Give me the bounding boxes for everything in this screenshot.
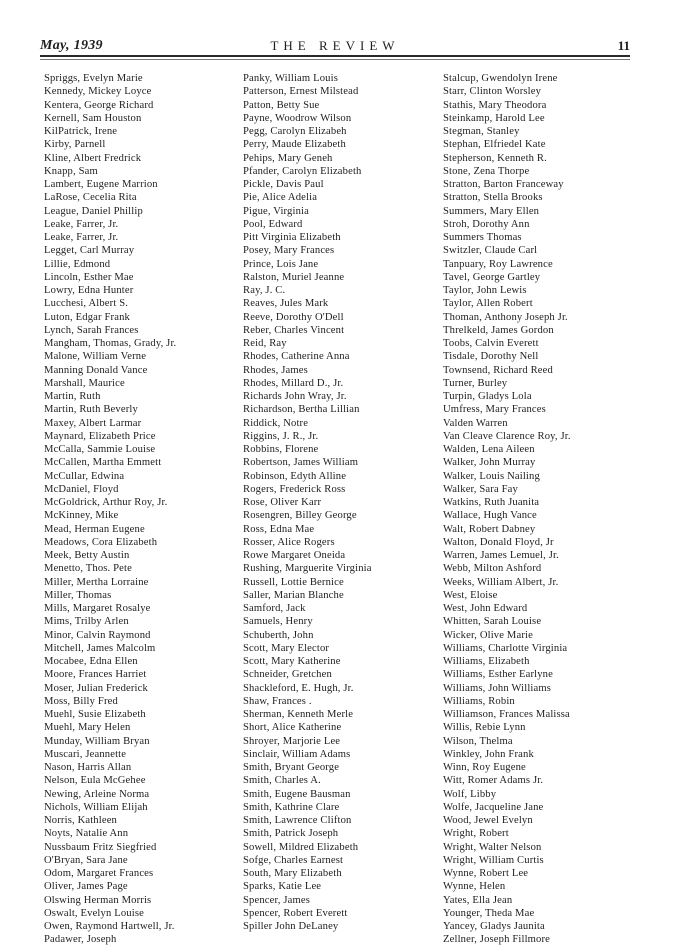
name-entry: McKinney, Mike xyxy=(44,510,119,522)
name-entry: Richards John Wray, Jr. xyxy=(243,391,347,402)
name-entry: Reeve, Dorothy O'Dell xyxy=(243,311,344,323)
name-entry: Kentera, George Richard xyxy=(44,99,154,111)
name-entry: Oswalt, Evelyn Louise xyxy=(44,907,144,919)
name-entry: KilPatrick, Irene xyxy=(44,126,118,137)
name-entry: Muehl, Mary Helen xyxy=(44,722,131,734)
name-entry: Maynard, Elizabeth Price xyxy=(44,430,156,442)
name-entry: Wilson, Thelma xyxy=(443,735,513,747)
name-entry: Wolfe, Jacqueline Jane xyxy=(443,801,544,813)
name-entry: Mims, Trilby Arlen xyxy=(44,616,129,628)
name-entry: Stephan, Elfriedel Kate xyxy=(443,139,546,151)
name-entry: Nussbaum Fritz Siegfried xyxy=(44,841,157,853)
name-entry: Pie, Alice Adelia xyxy=(243,192,318,204)
name-entry: Meek, Betty Austin xyxy=(44,550,130,561)
name-entry: Kennedy, Mickey Loyce xyxy=(44,86,152,98)
name-entry: Smith, Eugene Bausman xyxy=(243,788,351,800)
name-entry: Williams, Esther Earlyne xyxy=(443,669,553,681)
name-entry: Yates, Ella Jean xyxy=(443,894,513,906)
name-entry: Weeks, William Albert, Jr. xyxy=(443,576,559,588)
name-entry: Short, Alice Katherine xyxy=(243,722,342,734)
name-entry: Owen, Raymond Hartwell, Jr. xyxy=(44,921,175,932)
name-entry: Threlkeld, James Gordon xyxy=(443,324,554,336)
name-entry: Leake, Farrer, Jr. xyxy=(44,232,119,243)
name-entry: Oliver, James Page xyxy=(44,881,128,893)
name-entry: Winkley, John Frank xyxy=(443,748,534,760)
name-entry: Van Cleave Clarence Roy, Jr. xyxy=(443,430,571,442)
name-entry: Malone, William Verne xyxy=(44,351,147,363)
name-entry: McCullar, Edwina xyxy=(44,470,125,482)
name-entry: Steinkamp, Harold Lee xyxy=(443,112,545,124)
name-entry: Nason, Harris Allan xyxy=(44,762,132,773)
name-entry: Rosser, Alice Rogers xyxy=(243,536,335,548)
name-entry: Rushing, Marguerite Virginia xyxy=(243,563,372,575)
name-entry: Wright, Walter Nelson xyxy=(443,841,542,853)
name-entry: Stalcup, Gwendolyn Irene xyxy=(443,73,558,84)
name-entry: Norris, Kathleen xyxy=(44,815,118,826)
name-entry: Manning Donald Vance xyxy=(44,364,148,376)
name-entry: Smith, Charles A. xyxy=(243,775,321,787)
name-entry: Saller, Marian Blanche xyxy=(243,589,344,601)
name-entry: Scott, Mary Katherine xyxy=(243,656,341,667)
name-entry: Shroyer, Marjorie Lee xyxy=(243,735,341,747)
name-entry: Samford, Jack xyxy=(243,603,306,614)
name-entry: Walker, Louis Nailing xyxy=(443,470,540,482)
page-number: 11 xyxy=(617,38,630,53)
name-entry: Turner, Burley xyxy=(443,377,508,389)
name-entry: Meadows, Cora Elizabeth xyxy=(44,536,158,548)
name-entry: Sinclair, William Adams xyxy=(243,748,351,760)
name-entry: Walker, John Murray xyxy=(443,457,536,469)
name-entry: Townsend, Richard Reed xyxy=(443,364,553,376)
name-entry: Reber, Charles Vincent xyxy=(243,324,345,336)
name-entry: Knapp, Sam xyxy=(44,165,98,177)
page-header xyxy=(40,38,630,56)
name-entry: Spencer, James xyxy=(243,894,310,906)
name-entry: McCallen, Martha Emmett xyxy=(44,457,162,469)
name-entry: Wallace, Hugh Vance xyxy=(443,510,537,522)
name-entry: Williams, Robin xyxy=(443,695,515,707)
name-entry: Walton, Donald Floyd, Jr xyxy=(443,536,554,548)
name-entry: Ray, J. C. xyxy=(243,285,286,296)
name-entry: Turpin, Gladys Lola xyxy=(443,391,532,402)
name-entry: Muscari, Jeannette xyxy=(44,748,127,760)
name-entry: Summers Thomas xyxy=(443,232,522,243)
name-entry: Shaw, Frances . xyxy=(243,695,312,707)
name-entry: Starr, Clinton Worsley xyxy=(443,86,542,98)
name-entry: Wright, Robert xyxy=(443,828,509,840)
name-entry: Williams, John Williams xyxy=(443,682,552,694)
name-entry: Nelson, Eula McGehee xyxy=(44,775,146,787)
name-entry: Nichols, William Elijah xyxy=(44,801,148,813)
name-entry: Lowry, Edna Hunter xyxy=(44,285,134,296)
name-entry: Stegman, Stanley xyxy=(443,126,520,137)
name-entry: Ralston, Muriel Jeanne xyxy=(243,271,345,283)
name-entry: Schneider, Gretchen xyxy=(243,669,332,681)
name-entry: Moser, Julian Frederick xyxy=(44,682,148,694)
name-entry: Moss, Billy Fred xyxy=(44,695,118,707)
name-entry: Watkins, Ruth Juanita xyxy=(443,497,540,508)
name-entry: Martin, Ruth Beverly xyxy=(44,404,138,416)
issue-date: May, 1939 xyxy=(40,38,103,53)
name-entry: Luton, Edgar Frank xyxy=(44,311,130,323)
name-entry: Robbins, Florene xyxy=(243,444,319,455)
name-entry: Richardson, Bertha Lillian xyxy=(243,404,360,416)
name-entry: Pitt Virginia Elizabeth xyxy=(243,232,341,243)
name-entry: Kernell, Sam Houston xyxy=(44,112,142,124)
name-entry: Rogers, Frederick Ross xyxy=(243,483,346,495)
name-entry: Umfress, Mary Frances xyxy=(443,404,546,416)
name-entry: Switzler, Claude Carl xyxy=(443,245,538,257)
name-column-2 xyxy=(243,72,372,933)
name-entry: Shackleford, E. Hugh, Jr. xyxy=(243,682,354,694)
name-column-1 xyxy=(44,72,176,947)
name-entry: Sparks, Katie Lee xyxy=(243,881,322,893)
name-entry: Munday, William Bryan xyxy=(44,735,150,747)
name-entry: Walt, Robert Dabney xyxy=(443,523,536,535)
name-entry: Pfander, Carolyn Elizabeth xyxy=(243,165,362,177)
name-entry: Menetto, Thos. Pete xyxy=(44,563,132,575)
name-entry: Toobs, Calvin Everett xyxy=(443,338,539,349)
name-entry: Riddick, Notre xyxy=(243,417,309,429)
name-entry: Walden, Lena Aileen xyxy=(443,444,535,455)
name-entry: Winn, Roy Eugene xyxy=(443,762,526,773)
name-entry: McDaniel, Floyd xyxy=(44,483,119,495)
name-entry: Riggins, J. R., Jr. xyxy=(243,430,319,442)
name-entry: Smith, Patrick Joseph xyxy=(243,828,339,840)
name-entry: Lucchesi, Albert S. xyxy=(44,298,129,310)
name-entry: Reaves, Jules Mark xyxy=(243,298,329,310)
name-entry: Mitchell, James Malcolm xyxy=(44,642,156,654)
header-rule-thin xyxy=(40,59,630,60)
name-entry: Webb, Milton Ashford xyxy=(443,563,542,575)
name-entry: Yancey, Gladys Jaunita xyxy=(443,921,545,932)
name-entry: Kline, Albert Fredrick xyxy=(44,152,142,164)
name-entry: Valden Warren xyxy=(443,417,508,429)
name-entry: McGoldrick, Arthur Roy, Jr. xyxy=(44,497,168,508)
name-entry: Spriggs, Evelyn Marie xyxy=(44,73,143,84)
name-entry: Mangham, Thomas, Grady, Jr. xyxy=(44,338,177,349)
name-entry: Lincoln, Esther Mae xyxy=(44,271,134,283)
name-entry: Wynne, Robert Lee xyxy=(443,868,529,879)
name-entry: McCalla, Sammie Louise xyxy=(44,444,156,455)
name-entry: Mead, Herman Eugene xyxy=(44,523,145,535)
header-rule xyxy=(40,55,630,57)
name-entry: Marshall, Maurice xyxy=(44,377,125,389)
name-entry: Rowe Margaret Oneida xyxy=(243,550,346,561)
name-entry: Robinson, Edyth Alline xyxy=(243,470,347,482)
name-entry: Younger, Theda Mae xyxy=(443,907,535,919)
name-entry: Wright, William Curtis xyxy=(443,854,544,866)
name-entry: Smith, Bryant George xyxy=(243,762,340,773)
name-entry: South, Mary Elizabeth xyxy=(243,868,342,879)
name-entry: Newing, Arleine Norma xyxy=(44,788,150,800)
name-entry: Stroh, Dorothy Ann xyxy=(443,218,530,230)
name-entry: Warren, James Lemuel, Jr. xyxy=(443,550,559,561)
name-entry: Reid, Ray xyxy=(243,338,287,349)
name-entry: Patton, Betty Sue xyxy=(243,99,320,111)
name-entry: Thoman, Anthony Joseph Jr. xyxy=(443,311,568,323)
name-entry: Miller, Mertha Lorraine xyxy=(44,576,149,588)
name-entry: Whitten, Sarah Louise xyxy=(443,616,542,628)
name-entry: Legget, Carl Murray xyxy=(44,245,135,257)
name-entry: Miller, Thomas xyxy=(44,589,112,601)
name-entry: Rhodes, Catherine Anna xyxy=(243,351,350,363)
name-entry: O'Bryan, Sara Jane xyxy=(44,854,128,866)
name-entry: Payne, Woodrow Wilson xyxy=(243,112,352,124)
name-entry: Mocabee, Edna Ellen xyxy=(44,656,138,667)
name-entry: Moore, Frances Harriet xyxy=(44,669,147,681)
name-entry: Lillie, Edmond xyxy=(44,258,111,270)
name-entry: Williams, Charlotte Virginia xyxy=(443,642,568,654)
name-entry: West, John Edward xyxy=(443,603,528,614)
name-entry: Martin, Ruth xyxy=(44,391,101,402)
name-entry: Pickle, Davis Paul xyxy=(243,179,324,190)
name-entry: Sofge, Charles Earnest xyxy=(243,854,344,866)
name-entry: Patterson, Ernest Milstead xyxy=(243,86,359,98)
name-entry: Witt, Romer Adams Jr. xyxy=(443,775,544,787)
name-entry: Robertson, James William xyxy=(243,457,359,469)
name-entry: Rhodes, Millard D., Jr. xyxy=(243,377,344,389)
name-entry: Sowell, Mildred Elizabeth xyxy=(243,841,359,853)
name-entry: Prince, Lois Jane xyxy=(243,258,319,270)
name-entry: Walker, Sara Fay xyxy=(443,483,518,495)
name-entry: Stathis, Mary Theodora xyxy=(443,99,547,111)
name-entry: Posey, Mary Frances xyxy=(243,245,335,257)
name-entry: Sherman, Kenneth Merle xyxy=(243,709,354,720)
name-entry: Odom, Margaret Frances xyxy=(44,868,154,879)
name-entry: Muehl, Susie Elizabeth xyxy=(44,709,146,720)
name-entry: Stepherson, Kenneth R. xyxy=(443,152,547,164)
name-entry: Padawer, Joseph xyxy=(44,934,117,946)
name-entry: Pool, Edward xyxy=(243,218,303,230)
name-entry: Kirby, Parnell xyxy=(44,139,106,151)
name-entry: Wynne, Helen xyxy=(443,881,506,893)
name-entry: West, Eloise xyxy=(443,589,498,601)
name-entry: League, Daniel Phillip xyxy=(44,205,143,217)
name-entry: Lambert, Eugene Marrion xyxy=(44,179,158,190)
name-entry: Lynch, Sarah Frances xyxy=(44,324,139,336)
name-entry: Maxey, Albert Larmar xyxy=(44,417,142,429)
name-entry: Schuberth, John xyxy=(243,629,314,641)
name-entry: Willis, Rebie Lynn xyxy=(443,722,526,734)
name-entry: Tisdale, Dorothy Nell xyxy=(443,351,539,363)
name-entry: Stone, Zena Thorpe xyxy=(443,165,530,177)
name-entry: Ross, Edna Mae xyxy=(243,523,315,535)
name-entry: Wicker, Olive Marie xyxy=(443,629,533,641)
name-entry: Stratton, Barton Franceway xyxy=(443,179,564,190)
name-entry: LaRose, Cecelia Rita xyxy=(44,192,137,204)
name-entry: Williamson, Frances Malissa xyxy=(443,709,570,720)
name-entry: Pehips, Mary Geneh xyxy=(243,152,333,164)
name-entry: Tanpuary, Roy Lawrence xyxy=(443,258,553,270)
name-entry: Panky, William Louis xyxy=(243,73,338,84)
name-entry: Spencer, Robert Everett xyxy=(243,907,348,919)
name-list-columns xyxy=(44,72,644,946)
name-entry: Olswing Herman Morris xyxy=(44,894,152,906)
name-entry: Taylor, John Lewis xyxy=(443,285,527,296)
name-column-3 xyxy=(443,72,571,947)
name-entry: Pegg, Carolyn Elizabeh xyxy=(243,126,347,137)
name-entry: Tavel, George Gartley xyxy=(443,271,541,283)
name-entry: Pigue, Virginia xyxy=(243,205,309,217)
name-entry: Russell, Lottie Bernice xyxy=(243,576,344,588)
name-entry: Perry, Maude Elizabeth xyxy=(243,139,346,151)
name-entry: Summers, Mary Ellen xyxy=(443,205,540,217)
name-entry: Noyts, Natalie Ann xyxy=(44,828,129,840)
name-entry: Rosengren, Billey George xyxy=(243,510,357,522)
name-entry: Smith, Lawrence Clifton xyxy=(243,815,352,826)
name-entry: Mills, Margaret Rosalye xyxy=(44,603,151,614)
name-entry: Taylor, Allen Robert xyxy=(443,298,533,310)
publication-title: THE REVIEW xyxy=(270,38,400,53)
name-entry: Williams, Elizabeth xyxy=(443,656,530,667)
name-entry: Rhodes, James xyxy=(243,364,308,376)
name-entry: Spiller John DeLaney xyxy=(243,921,339,932)
name-entry: Wolf, Libby xyxy=(443,788,497,800)
name-entry: Rose, Oliver Karr xyxy=(243,497,322,508)
name-entry: Wood, Jewel Evelyn xyxy=(443,815,533,826)
name-entry: Stratton, Stella Brooks xyxy=(443,192,543,204)
name-entry: Samuels, Henry xyxy=(243,616,313,628)
name-entry: Leake, Farrer, Jr. xyxy=(44,218,119,230)
name-entry: Zellner, Joseph Fillmore xyxy=(443,934,551,946)
name-entry: Scott, Mary Elector xyxy=(243,642,330,654)
name-entry: Smith, Kathrine Clare xyxy=(243,801,340,813)
name-entry: Minor, Calvin Raymond xyxy=(44,629,151,641)
